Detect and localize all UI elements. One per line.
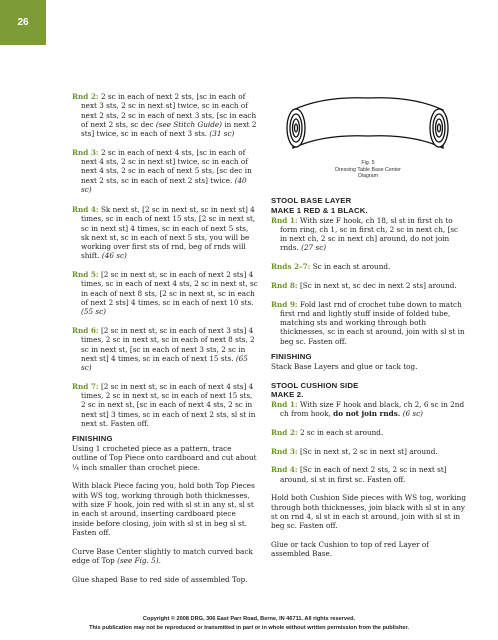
round-text: Fold last rnd of crochet tube down to match first rnd and lightly stuff inside of folded tube, matching sts and working through both thicknesses, sc in each st around, join with sl st in beg sc. Fasten off. (280, 299, 465, 346)
round-label: Rnd 1: (271, 400, 298, 410)
round-text: [2 sc in next st, sc in each of next 2 sts] 4 times, sc in each of next 4 sts, 2 sc in next st, sc in each of next 8 sts, [2 sc in next st, sc in each of next 2 sts] 4 times, sc in each of next 10 sts. (81, 270, 258, 308)
cushion-rnd2-paragraph (271, 428, 467, 437)
stool-finishing-heading: FINISHING (271, 352, 312, 362)
cushion-rnd4-paragraph (271, 465, 467, 484)
rnd7-paragraph (72, 382, 258, 428)
round-label: Rnd 6: (72, 326, 99, 335)
rights-notice-line: This publication may not be reproduced or transmitted in part or in whole without written permission from the publisher. (89, 625, 409, 631)
round-label: Rnd 2: (72, 92, 99, 101)
stool-rnd2-7-paragraph (271, 262, 467, 271)
page-number: 26 (17, 17, 29, 28)
round-label: Rnd 4: (72, 204, 99, 214)
stitch-count: (65 sc) (81, 353, 248, 373)
right-column (271, 196, 467, 568)
finishing-paragraph-4: Glue shaped Base to red side of assembled Top. (72, 574, 248, 584)
cushion-glue-paragraph: Glue or tack Cushion to top of red Layer of assembled Base. (271, 540, 429, 559)
round-text-tail: in next 2 sts] twice, sc in each of next 3 sts. (81, 119, 257, 139)
finishing-paragraph-1: Using 1 crocheted piece as a pattern, trace outline of Top Piece onto cardboard and cut about ¼ inch smaller than crochet piece. (72, 444, 257, 472)
stool-rnd9-paragraph (271, 300, 467, 346)
stitch-count: (46 sc) (101, 251, 127, 261)
fig5-caption (283, 160, 453, 180)
stitch-guide-ref: (see Stitch Guide) (155, 119, 223, 129)
round-label: Rnd 7: (72, 381, 99, 391)
round-text-emphasis: do not join rnds. (333, 409, 401, 419)
stool-base-subheading: MAKE 1 RED & 1 BLACK. (271, 205, 368, 215)
stool-finishing-paragraph: Stack Base Layers and glue or tack tog. (271, 361, 418, 371)
stitch-count: (6 sc) (400, 409, 423, 419)
rnd2-paragraph (72, 92, 258, 138)
fig5-caption-title: Fig. 5 (361, 160, 375, 166)
fig5-caption-line2: Dressing Table Base Center (335, 166, 401, 173)
round-label: Rnd 3: (271, 446, 298, 456)
rnd4-paragraph (72, 205, 258, 261)
round-label: Rnd 1: (271, 215, 298, 225)
stitch-count: (55 sc) (81, 307, 106, 317)
round-text: Sk next st, [2 sc in next st, sc in next st] 4 times, sc in each of next 15 sts, [2 sc in next st, sc in next st] 4 times, sc in each of next 5 sts, sk next st, sc in each of next 5 sts, you will be working over first sts of rnd, beg of rnds will shift. (81, 204, 256, 261)
cushion-assembly-paragraph: Hold both Cushion Side pieces with WS tog, working through both thicknesses, join black with sl st in any st on rnd 4, sl st in each st around, join with sl st in beg sc. Fasten off. (271, 493, 466, 531)
round-label: Rnd 5: (72, 270, 99, 280)
finishing-paragraph-2: With black Piece facing you, hold both Top Pieces with WS tog, working through both thicknesses, with size F hook, join red with sl st in any st, sl st in each st around, inserting cardboard piece inside before closing, join with sl st in beg sl st. Fasten off. (72, 481, 255, 537)
round-label: Rnd 4: (271, 465, 298, 475)
page-number-box (0, 0, 46, 45)
round-text: With size F hook, ch 18, sl st in first ch to form ring, ch 1, sc in first ch, 2 sc in next ch, [sc in next ch, 2 sc in next ch] around, do not join rnds. (280, 215, 459, 253)
figure-reference: (see Fig. 5). (117, 555, 161, 565)
fig5-caption-line3: Diagram (357, 173, 379, 180)
round-text: [Sc in each of next 2 sts, 2 sc in next st] around, sl st in first sc. Fasten off. (280, 465, 447, 484)
rnd5-paragraph (72, 270, 258, 316)
round-label: Rnd 2: (271, 428, 298, 438)
round-text: 2 sc in each of next 4 sts, [sc in each of next 4 sts, 2 sc in next st] twice, sc in each of next 4 sts, 2 sc in each of next 5 sts, [sc dec in next 2 sts, sc in each of next 2 sts] twice. (81, 147, 252, 185)
stool-base-heading: STOOL BASE LAYER (271, 196, 352, 205)
cushion-rnd3-paragraph (271, 447, 467, 456)
rnd6-paragraph (72, 326, 258, 372)
round-text: [Sc in next st, 2 sc in next st] around. (299, 446, 438, 456)
round-text: With size F hook and black, ch 2, 6 sc in 2nd ch from hook, (280, 400, 465, 419)
round-text: [Sc in next st, sc dec in next 2 sts] around. (299, 280, 457, 290)
round-label: Rnd 9: (271, 299, 298, 309)
left-column (72, 92, 258, 593)
round-text: 2 sc in each of next 2 sts, [sc in each of next 3 sts, 2 sc in next st] twice, sc in each of next 2 sts, 2 sc in each of next 3 sts, [sc in each of next 2 sts, sc dec (81, 92, 257, 129)
finishing-paragraph-3 (72, 547, 258, 566)
round-text: [2 sc in next st, sc in each of next 3 sts] 4 times, 2 sc in next st, sc in each of next 8 sts, 2 sc in next st, [sc in each of next 3 sts, 2 sc in next st] 4 times, sc in each of next 15 sts. (81, 326, 255, 363)
stool-rnd8-paragraph (271, 281, 467, 290)
rnd3-paragraph (72, 148, 258, 194)
round-text: Sc in each st around. (312, 262, 391, 272)
finishing-heading: FINISHING (72, 434, 113, 444)
stitch-count: (40 sc) (81, 175, 247, 195)
finishing-paragraph-3-text: Curve Base Center slightly to match curved back edge of Top (72, 546, 253, 565)
stool-cushion-heading: STOOL CUSHION SIDE (271, 380, 359, 390)
stitch-count: (27 sc) (301, 243, 327, 253)
round-label: Rnds 2–7: (271, 262, 311, 272)
stool-rnd1-paragraph (271, 216, 467, 253)
round-text: [2 sc in next st, sc in each of next 4 sts] 4 times, 2 sc in next st, sc in each of next 15 sts, 2 sc in next st, [sc in each of next 4 sts, 2 sc in next st] 3 times, sc in each of next 2 sts, sl st in next st. Fasten off. (81, 381, 256, 429)
round-label: Rnd 8: (271, 280, 298, 290)
copyright-line: Copyright © 2008 DRG, 306 East Parr Road, Berne, IN 46711. All rights reserved. (142, 616, 356, 622)
stitch-count: (31 sc) (209, 129, 235, 139)
cushion-rnd1-paragraph (271, 400, 467, 419)
round-label: Rnd 3: (72, 147, 99, 157)
stool-cushion-subheading: MAKE 2. (271, 390, 304, 400)
round-text: 2 sc in each st around. (299, 428, 384, 438)
